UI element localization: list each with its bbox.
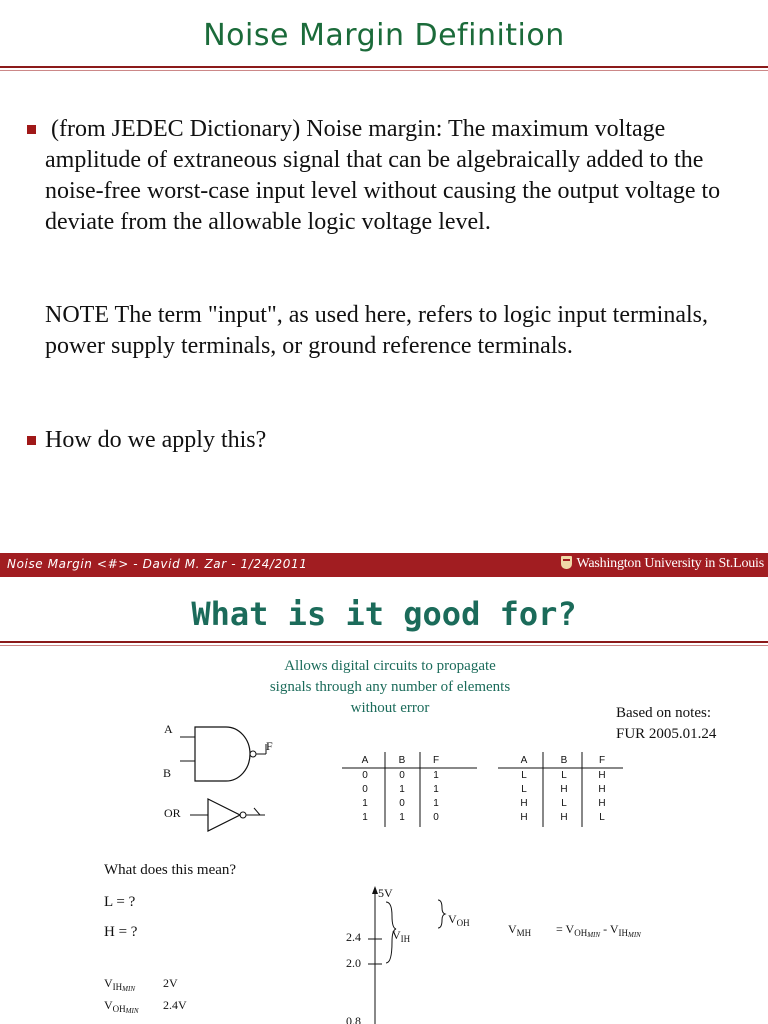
bullet-icon — [27, 436, 36, 445]
title-divider-thin — [0, 645, 768, 646]
gate-label-or: OR — [164, 806, 181, 820]
vih-min-label: $V_{IHMIN}$ — [104, 976, 136, 993]
buffer-gate-body — [208, 799, 240, 831]
university-name: Washington University in St.Louis — [576, 556, 764, 571]
voh-brace — [438, 900, 445, 928]
gate-label-a: A — [164, 722, 173, 736]
table-cell: 1 — [399, 812, 405, 823]
table-cell: L — [521, 770, 527, 781]
title-divider-thin — [0, 70, 768, 71]
nand-gate-body — [195, 727, 250, 781]
source-note: Based on notes: — [616, 705, 711, 721]
slide-title: What is it good for? — [191, 595, 577, 633]
inverter-bubble — [250, 751, 256, 757]
table-header: F — [598, 755, 606, 766]
voh-label: $V_{OH}$ — [448, 912, 470, 928]
h-question: H = ? — [104, 924, 138, 940]
table-cell: 1 — [433, 798, 439, 809]
table-header: F — [432, 755, 440, 766]
gate-label-b: B — [163, 766, 172, 780]
subtitle-line: signals through any number of elements — [269, 679, 511, 695]
scale-label-0-8: 0.8 — [346, 1014, 361, 1024]
question-text: How do we apply this? — [45, 427, 267, 453]
table-cell: L — [561, 770, 567, 781]
scale-label-2-4: 2.4 — [346, 930, 361, 944]
table-header: B — [560, 755, 568, 766]
bullet-icon — [27, 125, 36, 134]
table-cell: H — [598, 770, 606, 781]
table-cell: 1 — [362, 798, 368, 809]
subtitle-line: Allows digital circuits to propagate — [284, 658, 496, 674]
title-divider — [0, 641, 768, 643]
table-cell: L — [561, 798, 567, 809]
university-logo — [561, 556, 765, 572]
subtitle-line: without error — [350, 700, 430, 716]
source-note: FUR 2005.01.24 — [616, 726, 717, 742]
title-divider — [0, 66, 768, 68]
voh-min-label: $V_{OHMIN}$ — [104, 998, 139, 1015]
footer-bar — [0, 553, 768, 577]
table-cell: L — [599, 812, 605, 823]
question-text: What does this mean? — [104, 862, 237, 878]
table-cell: 1 — [362, 812, 368, 823]
table-cell: 0 — [399, 798, 405, 809]
l-question: L = ? — [104, 894, 136, 910]
footer-credit: Noise Margin <#> - David M. Zar - 1/24/2011 — [7, 557, 308, 571]
table-cell: 0 — [433, 812, 439, 823]
table-cell: 0 — [399, 770, 405, 781]
vih-label: $V_{IH}$ — [392, 928, 411, 944]
vih-min-value: 2V — [163, 976, 178, 990]
slide-title: Noise Margin Definition — [203, 18, 565, 53]
table-cell: 1 — [433, 770, 439, 781]
note-text: NOTE The term "input", as used here, refers to logic input terminals, power supply terminals, or ground reference terminals. — [45, 302, 708, 359]
gate-label-f: F — [266, 739, 273, 753]
table-cell: 0 — [362, 784, 368, 795]
table-header: A — [361, 755, 369, 766]
table-cell: H — [520, 798, 528, 809]
table-cell: 0 — [362, 770, 368, 781]
vmh-label: $V_{MH}$ — [508, 922, 532, 938]
table-cell: 1 — [399, 784, 405, 795]
table-cell: H — [598, 798, 606, 809]
table-cell: H — [520, 812, 528, 823]
shield-icon — [561, 556, 572, 569]
noise-margin-formula: = $V_{OHMIN} - V_{IHMIN}$ — [556, 922, 641, 939]
table-cell: H — [598, 784, 606, 795]
table-cell: L — [521, 784, 527, 795]
scale-label-5v: 5V — [378, 886, 393, 900]
table-cell: H — [560, 784, 568, 795]
voh-min-value: 2.4V — [163, 998, 187, 1012]
table-cell: H — [560, 812, 568, 823]
definition-text: (from JEDEC Dictionary) Noise margin: The maximum voltage amplitude of extraneous signal that can be algebraically added to the noise-free worst-case input level without causing the output voltage to deviate from the allowable logic voltage level. — [45, 116, 721, 235]
table-header: B — [398, 755, 406, 766]
buffer-output-wire — [254, 808, 260, 815]
table-cell: 1 — [433, 784, 439, 795]
table-header: A — [520, 755, 528, 766]
voltage-scale — [340, 880, 460, 1024]
scale-label-2-0: 2.0 — [346, 956, 361, 970]
